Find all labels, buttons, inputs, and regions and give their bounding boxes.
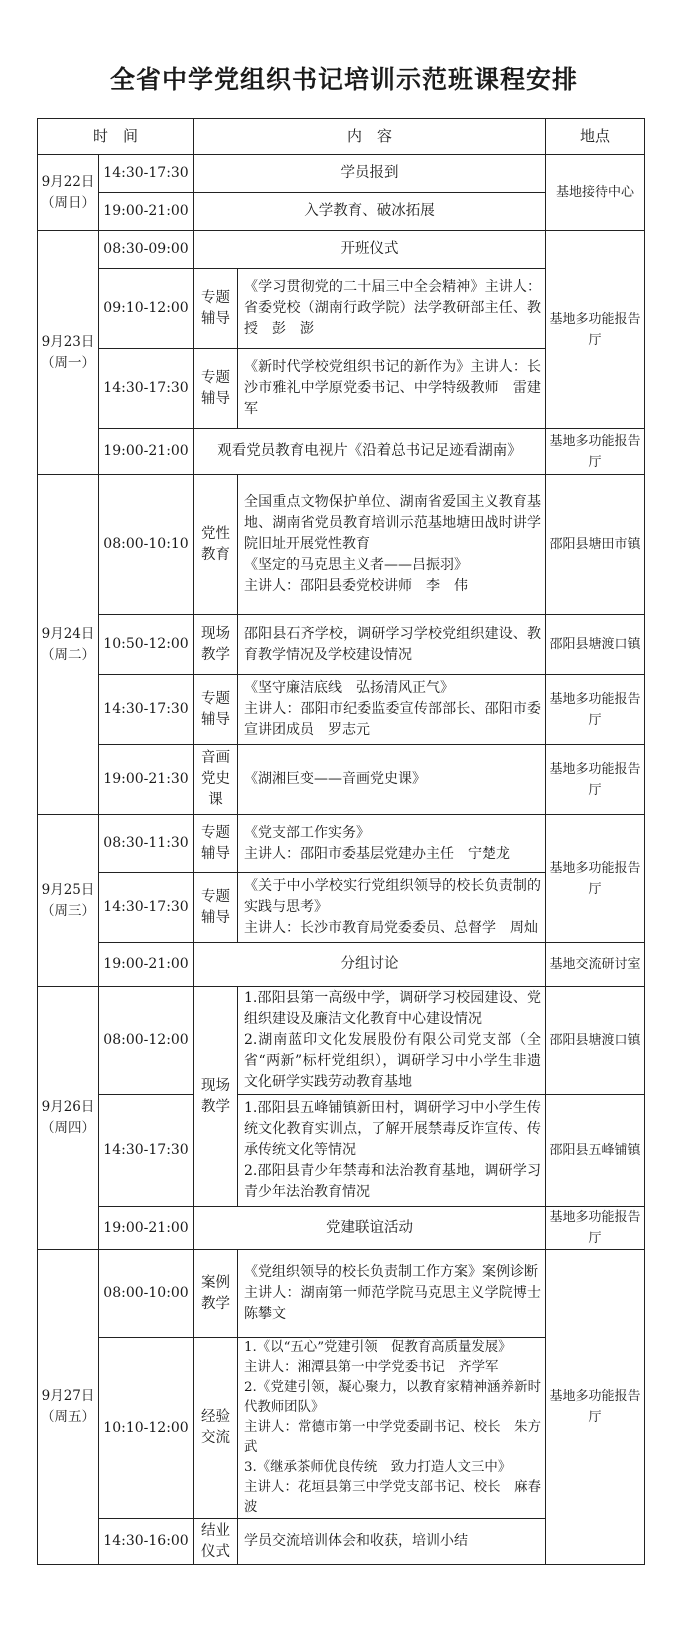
content-text: 《党支部工作实务》 bbox=[244, 824, 371, 841]
category-cell: 案例教学 bbox=[194, 1250, 238, 1338]
location-cell: 邵阳县塘田市镇 bbox=[546, 475, 645, 615]
weekday: （周五） bbox=[41, 1409, 95, 1425]
time-cell: 14:30-17:30 bbox=[99, 155, 194, 193]
content-cell bbox=[238, 675, 546, 745]
content-text: 《坚守廉洁底线 弘扬清风正气》 bbox=[244, 680, 455, 696]
content-text: 主讲人：邵阳县委党校讲师 李 伟 bbox=[244, 578, 469, 594]
content-text: 主讲人：邵阳市委基层党建办主任 宁楚龙 bbox=[244, 845, 511, 862]
weekday: （周日） bbox=[41, 194, 95, 211]
time-cell: 10:10-12:00 bbox=[99, 1338, 194, 1519]
date-cell bbox=[38, 987, 99, 1250]
content-cell bbox=[238, 873, 546, 943]
content-cell bbox=[238, 475, 546, 615]
content-text: 主讲人：邵阳市纪委监委宣传部部长、邵阳市委宣讲团成员 罗志元 bbox=[244, 701, 542, 738]
location-cell: 基地多功能报告厅 bbox=[546, 1207, 645, 1250]
header-location: 地点 bbox=[546, 119, 645, 155]
content-cell bbox=[238, 987, 546, 1095]
time-cell: 14:30-17:30 bbox=[99, 349, 194, 429]
weekday: （周三） bbox=[41, 902, 95, 919]
weekday: （周一） bbox=[41, 354, 95, 371]
table-row bbox=[38, 615, 645, 675]
content-text: 主讲人：花垣县第三中学党支部书记、校长 麻春波 bbox=[244, 1480, 542, 1515]
table-row bbox=[38, 1250, 645, 1338]
location-cell: 基地接待中心 bbox=[546, 155, 645, 231]
time-cell: 19:00-21:00 bbox=[99, 1207, 194, 1250]
weekday: （周四） bbox=[41, 1120, 95, 1136]
content-text: 《党组织领导的校长负责制工作方案》案例诊断 bbox=[244, 1264, 539, 1280]
time-cell: 14:30-16:00 bbox=[99, 1519, 194, 1565]
content-text: 1.邵阳县第一高级中学，调研学习校园建设、党组织建设及廉洁文化教育中心建设情况 bbox=[244, 990, 542, 1027]
location-cell: 邵阳县塘渡口镇 bbox=[546, 615, 645, 675]
location-cell: 邵阳县五峰铺镇 bbox=[546, 1095, 645, 1207]
time-cell: 08:30-11:30 bbox=[99, 815, 194, 873]
header-content: 内 容 bbox=[194, 119, 546, 155]
location-cell: 邵阳县塘渡口镇 bbox=[546, 987, 645, 1095]
content-cell bbox=[238, 1095, 546, 1207]
category-cell: 现场教学 bbox=[194, 987, 238, 1207]
date: 9月22日 bbox=[41, 173, 95, 190]
table-row bbox=[38, 231, 645, 269]
table-row bbox=[38, 745, 645, 815]
header-row bbox=[38, 119, 645, 155]
content-cell: 分组讨论 bbox=[194, 943, 546, 987]
table-row bbox=[38, 1095, 645, 1207]
content-cell: 入学教育、破冰拓展 bbox=[194, 193, 546, 231]
content-text: 主讲人：湖南第一师范学院马克思主义学院博士 陈攀文 bbox=[244, 1285, 556, 1322]
table-row bbox=[38, 429, 645, 475]
content-text: 全国重点文物保护单位、湖南省爱国主义教育基地、湖南省党员教育培训示范基地塘田战时讲学院旧址开展党性教育 bbox=[244, 494, 542, 552]
content-text: 1.《以“五心”党建引领 促教育高质量发展》 bbox=[244, 1340, 512, 1355]
time-cell: 08:00-12:00 bbox=[99, 987, 194, 1095]
content-cell: 《新时代学校党组织书记的新作为》主讲人：长沙市雅礼中学原党委书记、中学特级教师 雷建军 bbox=[238, 349, 546, 429]
content-cell: 学员交流培训体会和收获，培训小结 bbox=[238, 1519, 546, 1565]
content-cell: 学员报到 bbox=[194, 155, 546, 193]
date: 9月23日 bbox=[41, 333, 95, 350]
content-cell: 《湖湘巨变——音画党史课》 bbox=[238, 745, 546, 815]
content-text: 2.湖南蓝印文化发展股份有限公司党支部（全省“两新”标杆党组织），调研学习中小学生非遗文化研学实践劳动教育基地 bbox=[244, 1032, 542, 1090]
time-cell: 08:00-10:10 bbox=[99, 475, 194, 615]
location-cell: 基地多功能报告厅 bbox=[546, 429, 645, 475]
location-cell: 基地多功能报告厅 bbox=[546, 675, 645, 745]
page-title: 全省中学党组织书记培训示范班课程安排 bbox=[109, 65, 578, 94]
category-cell: 专题辅导 bbox=[194, 675, 238, 745]
content-text: 2.邵阳县青少年禁毒和法治教育基地，调研学习青少年法治教育情况 bbox=[244, 1163, 542, 1200]
location-cell: 基地多功能报告厅 bbox=[546, 815, 645, 943]
header-time: 时 间 bbox=[38, 119, 194, 155]
time-cell: 08:30-09:00 bbox=[99, 231, 194, 269]
time-cell: 14:30-17:30 bbox=[99, 675, 194, 745]
date-cell bbox=[38, 1250, 99, 1565]
content-cell bbox=[238, 1250, 556, 1338]
category-cell: 专题辅导 bbox=[194, 873, 238, 943]
date: 9月25日 bbox=[41, 881, 95, 898]
table-row bbox=[38, 1207, 645, 1250]
table-row bbox=[38, 675, 645, 745]
content-text: 主讲人：长沙市教育局党委委员、总督学 周灿 bbox=[244, 920, 539, 936]
table-row bbox=[38, 155, 645, 193]
date: 9月24日 bbox=[41, 625, 95, 642]
date: 9月26日 bbox=[41, 1099, 95, 1115]
location-cell: 基地多功能报告厅 bbox=[546, 1250, 645, 1565]
content-cell: 邵阳县石齐学校，调研学习学校党组织建设、教育教学情况及学校建设情况 bbox=[238, 615, 546, 675]
category-cell: 音画党史课 bbox=[194, 745, 238, 815]
date-cell bbox=[38, 475, 99, 815]
content-text: 《关于中小学校实行党组织领导的校长负责制的实践与思考》 bbox=[244, 878, 542, 915]
time-cell: 14:30-17:30 bbox=[99, 873, 194, 943]
table-row bbox=[38, 943, 645, 987]
category-cell: 专题辅导 bbox=[194, 349, 238, 429]
table-row bbox=[38, 475, 645, 615]
date-cell bbox=[38, 155, 99, 231]
content-cell: 观看党员教育电视片《沿着总书记足迹看湖南》 bbox=[194, 429, 546, 475]
date-cell bbox=[38, 815, 99, 987]
location-cell: 基地多功能报告厅 bbox=[546, 231, 645, 429]
time-cell: 19:00-21:00 bbox=[99, 193, 194, 231]
table-row bbox=[38, 987, 645, 1095]
time-cell: 19:00-21:00 bbox=[99, 943, 194, 987]
content-cell: 党建联谊活动 bbox=[194, 1207, 546, 1250]
category-cell: 现场教学 bbox=[194, 615, 238, 675]
time-cell: 09:10-12:00 bbox=[99, 269, 194, 349]
time-cell: 14:30-17:30 bbox=[99, 1095, 194, 1207]
content-cell: 开班仪式 bbox=[194, 231, 546, 269]
content-text: 1.邵阳县五峰铺镇新田村，调研学习中小学生传统文化教育实训点，了解开展禁毒反诈宣传、传承传统文化等情况 bbox=[244, 1100, 542, 1158]
weekday: （周二） bbox=[41, 646, 95, 663]
location-cell: 基地多功能报告厅 bbox=[546, 745, 645, 815]
date: 9月27日 bbox=[41, 1388, 95, 1404]
time-cell: 08:00-10:00 bbox=[99, 1250, 194, 1338]
date-cell bbox=[38, 231, 99, 475]
category-cell: 专题辅导 bbox=[194, 815, 238, 873]
location-cell: 基地交流研讨室 bbox=[546, 943, 645, 987]
table-row bbox=[38, 815, 645, 873]
time-cell: 10:50-12:00 bbox=[99, 615, 194, 675]
schedule-table bbox=[37, 118, 645, 1565]
content-text: 主讲人：湘潭县第一中学党委书记 齐学军 bbox=[244, 1360, 499, 1375]
category-cell: 经验交流 bbox=[194, 1338, 238, 1519]
category-cell: 专题辅导 bbox=[194, 269, 238, 349]
content-cell bbox=[238, 1338, 546, 1519]
time-cell: 19:00-21:00 bbox=[99, 429, 194, 475]
content-text: 《坚定的马克思主义者——吕振羽》 bbox=[244, 557, 469, 573]
content-text: 3.《继承茶师优良传统 致力打造人文三中》 bbox=[244, 1460, 512, 1475]
content-text: 2.《党建引领，凝心聚力，以教育家精神涵养新时代教师团队》 bbox=[244, 1380, 542, 1415]
time-cell: 19:00-21:30 bbox=[99, 745, 194, 815]
content-text: 主讲人：常德市第一中学党委副书记、校长 朱方武 bbox=[244, 1420, 542, 1455]
content-cell bbox=[238, 815, 546, 873]
category-cell: 结业仪式 bbox=[194, 1519, 238, 1565]
category-cell: 党性教育 bbox=[194, 475, 238, 615]
content-cell: 《学习贯彻党的二十届三中全会精神》主讲人：省委党校（湖南行政学院）法学教研部主任、教授 彭 澎 bbox=[238, 269, 546, 349]
